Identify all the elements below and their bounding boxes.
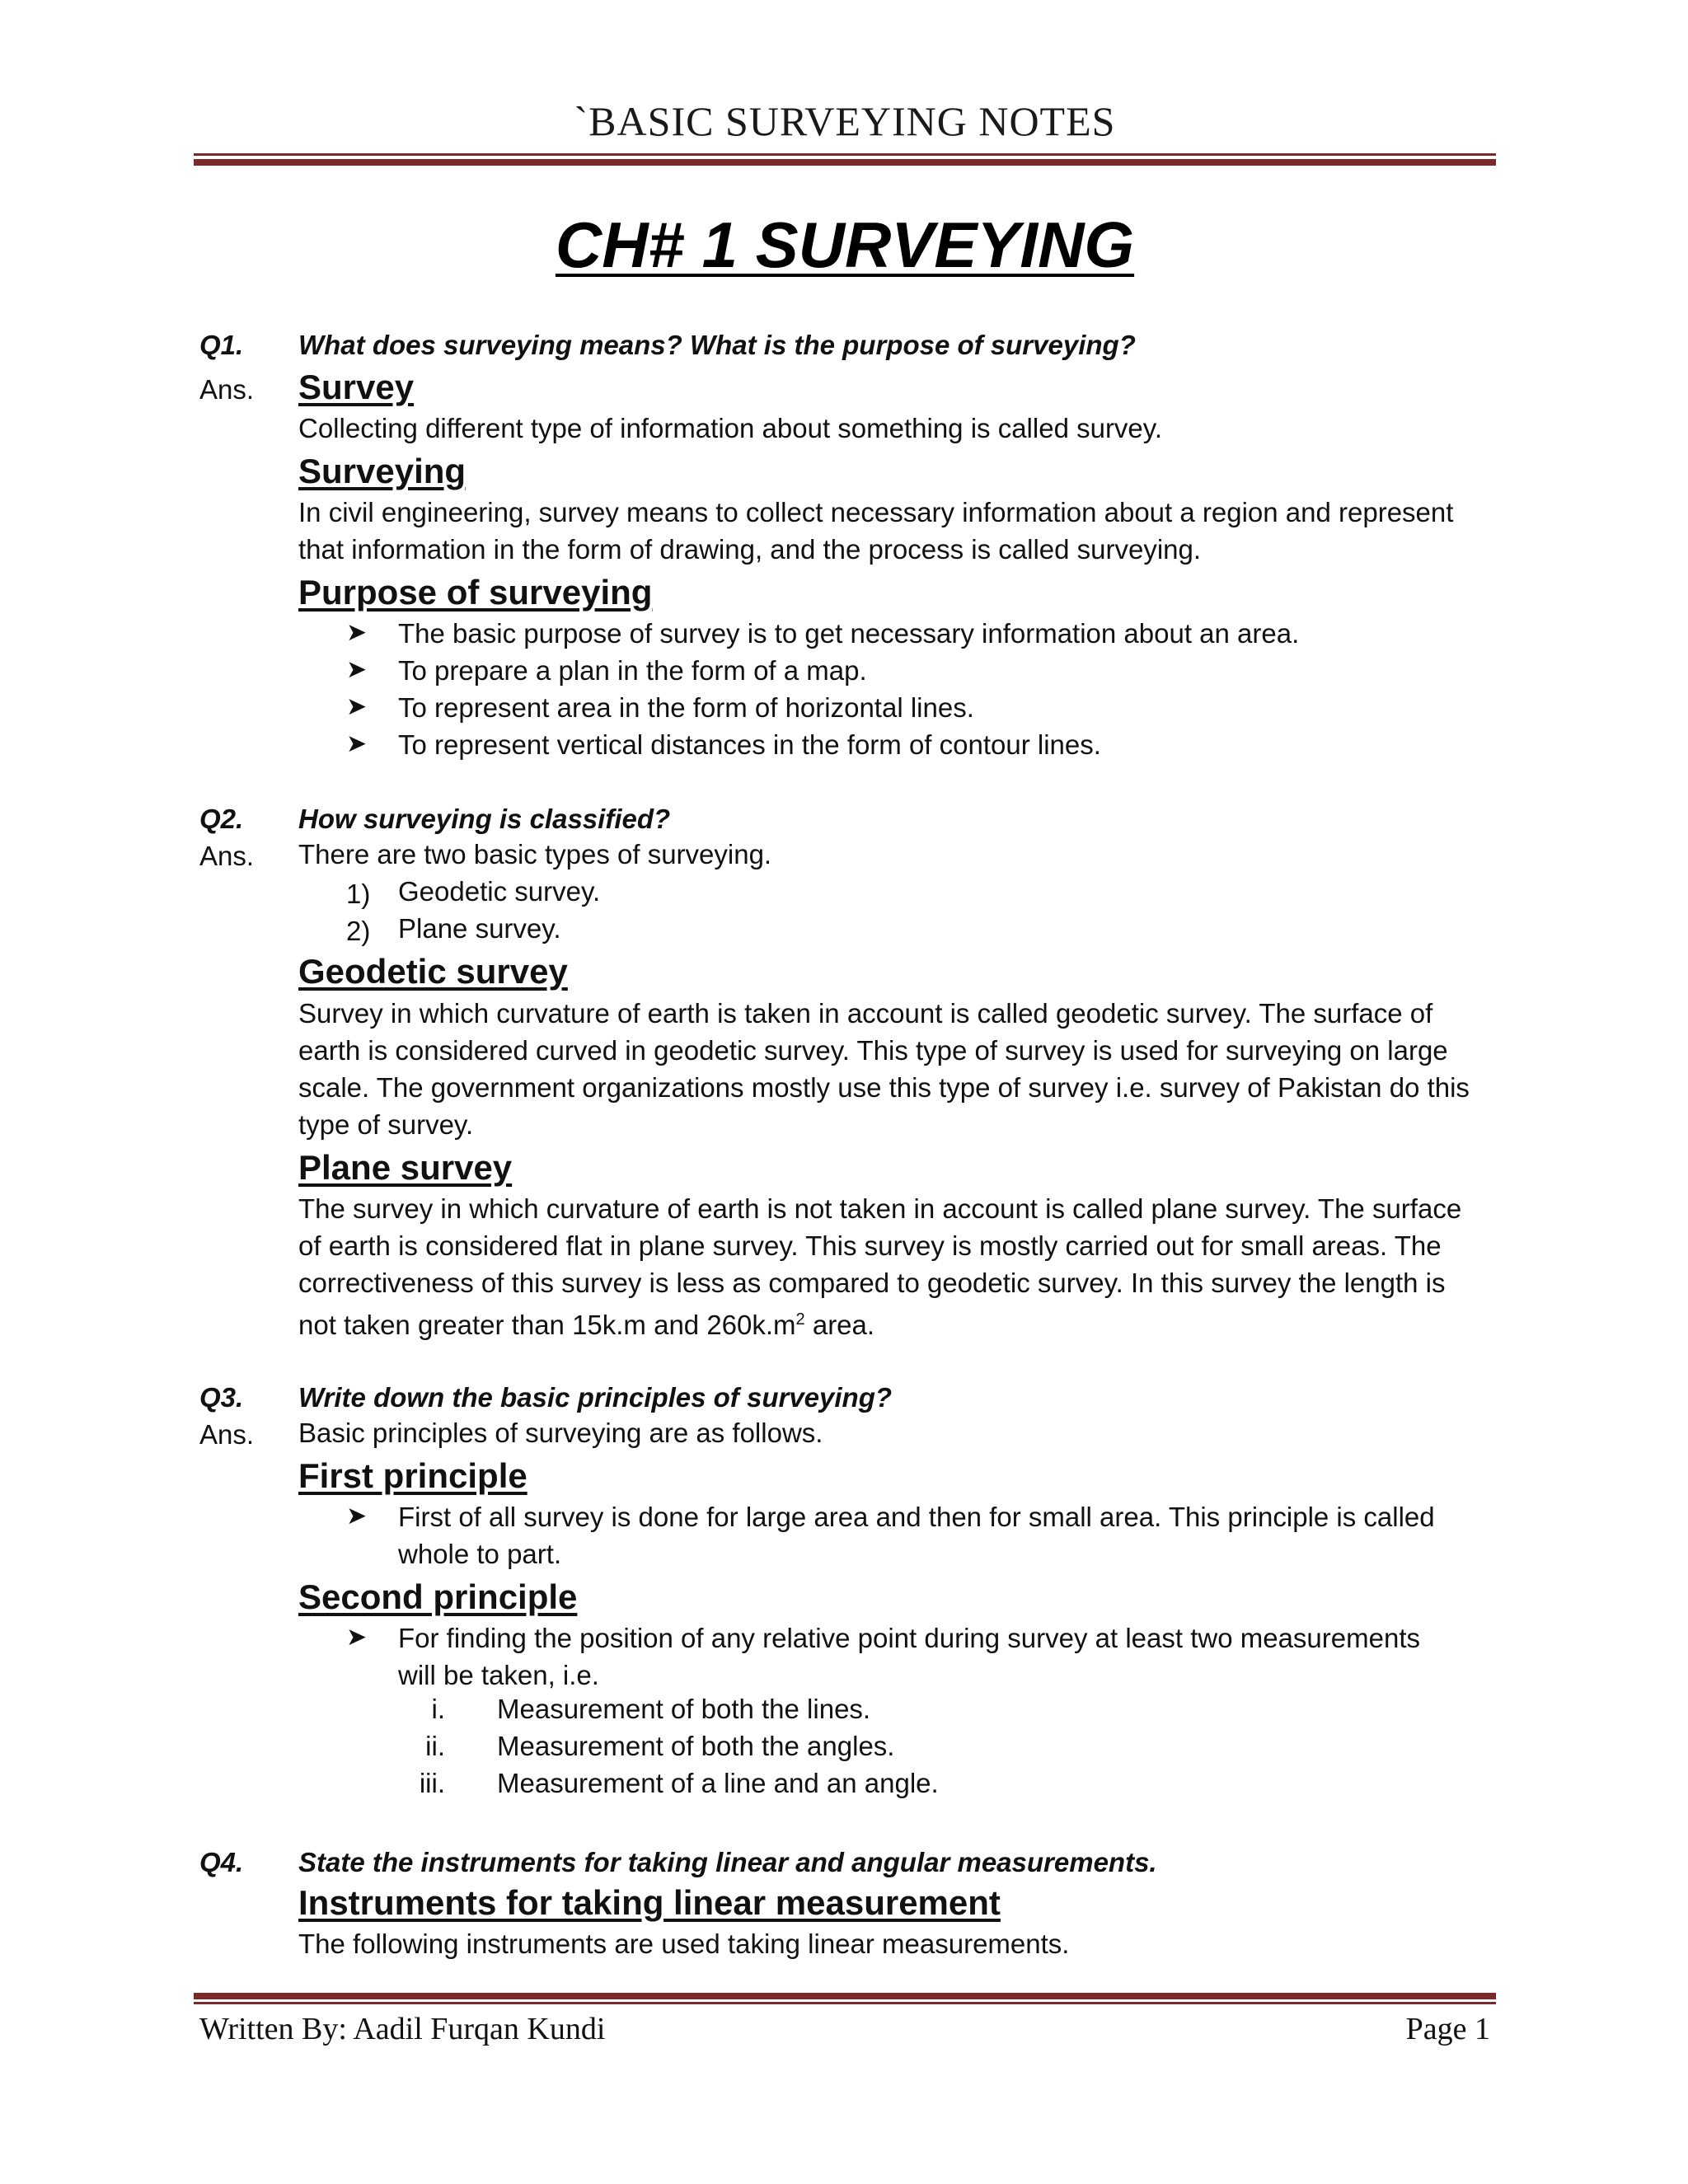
purpose-bullet: To represent area in the form of horizontal lines. [398, 692, 974, 723]
q2-question: How surveying is classified? [298, 804, 671, 834]
list-number: 2) [346, 916, 371, 946]
heading-survey: Survey [298, 368, 415, 406]
q1-label: Q1. [199, 330, 244, 360]
plane-last-a: not taken greater than 15k.m and 260k.m [298, 1310, 796, 1340]
plane-line: correctiveness of this survey is less as compared to geodetic survey. In this survey the length is [298, 1268, 1446, 1298]
q3-ans-label: Ans. [199, 1419, 255, 1450]
list-item: Geodetic survey. [398, 876, 601, 907]
header-title: `BASIC SURVEYING NOTES [574, 98, 1116, 144]
heading-geodetic: Geodetic survey [298, 952, 568, 991]
plane-line: of earth is considered flat in plane survey. This survey is mostly carried out for small areas. The [298, 1230, 1442, 1261]
first-principle-line2: whole to part. [398, 1539, 562, 1569]
q1-question: What does surveying means? What is the purpose of surveying? [298, 330, 1136, 360]
roman-item: Measurement of both the angles. [497, 1731, 895, 1761]
q3-question: Write down the basic principles of surveying? [298, 1382, 893, 1413]
arrow-bullet-icon: ➤ [346, 730, 368, 757]
para-surveying-line2: that information in the form of drawing, and the process is called surveying. [298, 534, 1202, 565]
geodetic-line: Survey in which curvature of earth is taken in account is called geodetic survey. The surface of [298, 998, 1433, 1029]
chapter-title: CH# 1 SURVEYING [555, 209, 1135, 281]
roman-number: i. [431, 1694, 445, 1724]
plane-line-last [298, 1301, 1493, 1343]
plane-line: The survey in which curvature of earth is not taken in account is called plane survey. The surface [298, 1193, 1462, 1224]
roman-item: Measurement of both the lines. [497, 1694, 871, 1724]
footer-rule-thin [194, 2002, 1496, 2004]
arrow-bullet-icon: ➤ [346, 1502, 368, 1530]
plane-last-b: area. [804, 1310, 875, 1340]
second-principle-line2: will be taken, i.e. [398, 1660, 599, 1690]
header-rule-thin [194, 153, 1496, 156]
heading-second-principle: Second principle [298, 1577, 578, 1616]
list-number: 1) [346, 879, 371, 909]
footer-page-number: Page 1 [1405, 2012, 1490, 2046]
geodetic-line: scale. The government organizations mostly use this type of survey i.e. survey of Pakistan do this [298, 1072, 1470, 1103]
roman-item: Measurement of a line and an angle. [497, 1768, 939, 1798]
purpose-bullet: The basic purpose of survey is to get necessary information about an area. [398, 618, 1300, 649]
footer-rule-thick [194, 1993, 1496, 1999]
arrow-bullet-icon: ➤ [346, 619, 368, 646]
q3-intro: Basic principles of surveying are as follows. [298, 1418, 823, 1448]
purpose-bullet: To prepare a plan in the form of a map. [398, 655, 867, 686]
q2-ans-label: Ans. [199, 841, 255, 871]
q1-ans-label: Ans. [199, 374, 255, 405]
roman-number: ii. [425, 1731, 445, 1761]
heading-plane: Plane survey [298, 1148, 513, 1187]
q2-intro: There are two basic types of surveying. [298, 839, 772, 869]
para-surveying-line1: In civil engineering, survey means to collect necessary information about a region and represent [298, 497, 1454, 527]
geodetic-line: type of survey. [298, 1109, 474, 1140]
q3-label: Q3. [199, 1382, 244, 1413]
list-item: Plane survey. [398, 913, 561, 944]
footer-author: Written By: Aadil Furqan Kundi [199, 2012, 606, 2046]
heading-first-principle: First principle [298, 1456, 528, 1495]
q4-label: Q4. [199, 1847, 244, 1877]
header-rule-thick [194, 159, 1496, 166]
second-principle-line1: For finding the position of any relative point during survey at least two measurements [398, 1623, 1420, 1653]
q4-question: State the instruments for taking linear and angular measurements. [298, 1847, 1157, 1877]
heading-purpose: Purpose of surveying [298, 573, 653, 612]
purpose-bullet: To represent vertical distances in the form of contour lines. [398, 729, 1101, 760]
geodetic-line: earth is considered curved in geodetic survey. This type of survey is used for surveying on large [298, 1035, 1448, 1066]
heading-surveying: Surveying [298, 452, 467, 490]
heading-linear-instruments: Instruments for taking linear measurement [298, 1883, 1001, 1922]
arrow-bullet-icon: ➤ [346, 656, 368, 683]
q2-label: Q2. [199, 804, 244, 834]
roman-number: iii. [419, 1768, 445, 1798]
para-survey: Collecting different type of information about something is called survey. [298, 413, 1163, 443]
arrow-bullet-icon: ➤ [346, 693, 368, 720]
para-linear: The following instruments are used taking linear measurements. [298, 1929, 1070, 1959]
superscript: 2 [795, 1310, 805, 1329]
arrow-bullet-icon: ➤ [346, 1624, 368, 1651]
first-principle-line1: First of all survey is done for large area and then for small area. This principle is called [398, 1502, 1435, 1532]
